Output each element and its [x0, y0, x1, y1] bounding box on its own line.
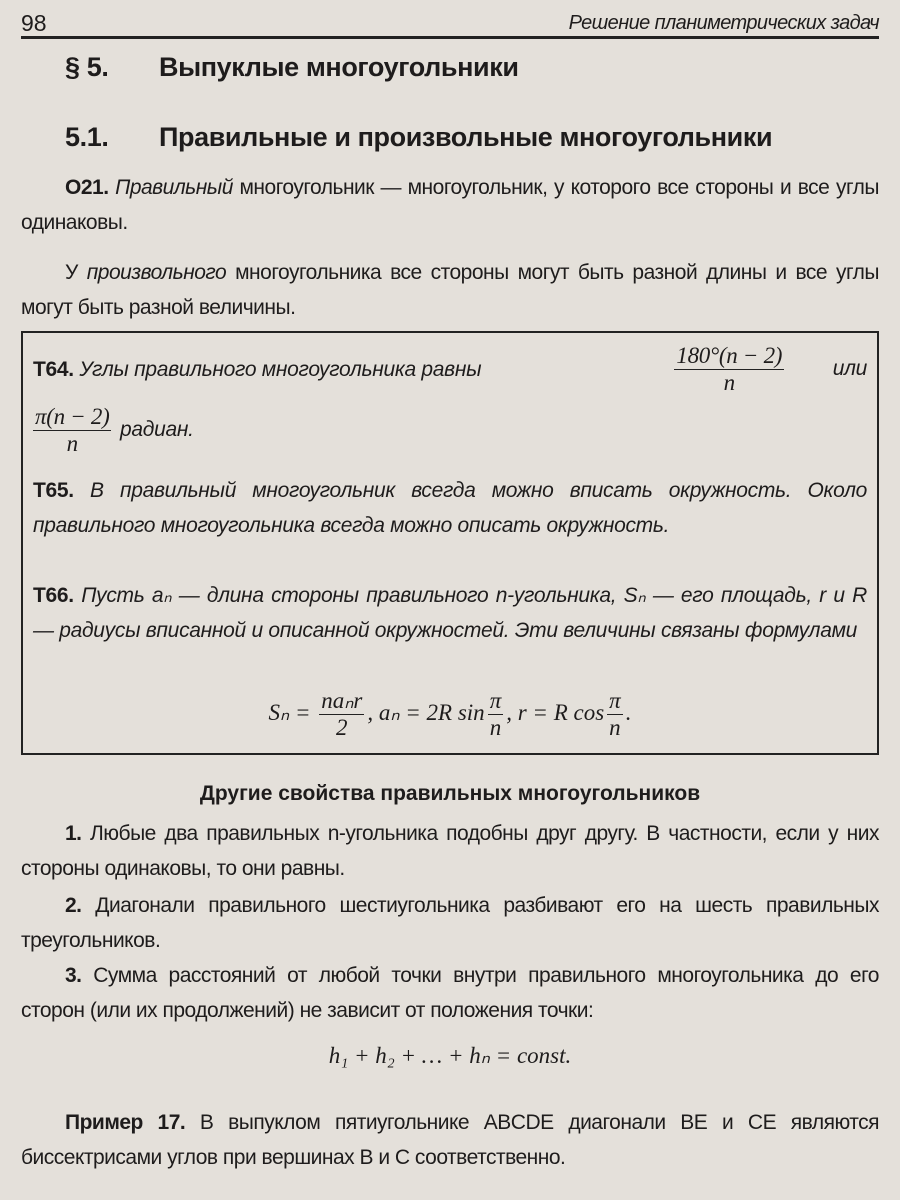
property-item-2: [21, 888, 879, 958]
fraction-radians: [33, 404, 111, 457]
subsection-number: 5.1.: [65, 122, 109, 152]
numerator: 180°(n − 2): [676, 343, 783, 368]
para-text: многоугольника все стороны могут быть разной длины и все углы могут быть разной величины.: [21, 261, 879, 319]
item-label: 3.: [65, 964, 82, 987]
section-title: Выпуклые многоугольники: [159, 52, 519, 82]
fraction: [607, 688, 623, 741]
property-item-1: [21, 816, 879, 886]
fraction: [319, 688, 364, 741]
formula-part: , aₙ = 2R sin: [367, 699, 485, 725]
theorem-t65: [33, 473, 867, 543]
running-title: Решение планиметрических задач: [568, 12, 879, 34]
numerator: naₙr: [321, 688, 363, 713]
item-text: Сумма расстояний от любой точки внутри правильного многоугольника до его сторон (или их продолжений) не зависит от положения точки:: [21, 964, 879, 1022]
item-label: 2.: [65, 894, 82, 917]
arbitrary-polygon-paragraph: [21, 255, 879, 325]
section-number: § 5.: [65, 52, 109, 82]
radians-text: радиан.: [114, 418, 194, 442]
definition-text: многоугольник — многоугольник, у которого все стороны и все углы одинаковы.: [21, 176, 879, 234]
theorem-label: Т65.: [33, 479, 74, 502]
numerator: π: [489, 688, 502, 713]
property-item-3: [21, 958, 879, 1028]
formula-t66: [23, 688, 877, 741]
theorem-label: Т66.: [33, 584, 74, 607]
theorem-label: Т64.: [33, 358, 74, 381]
subsection-heading: [65, 122, 772, 153]
definition-label: О21.: [65, 176, 109, 199]
definition-term: Правильный: [115, 176, 233, 199]
example-text: В выпуклом пятиугольнике ABCDE диагонали BE и CE являются биссектрисами углов при вершинах B и C соответственно.: [21, 1111, 879, 1169]
theorem-t64: [33, 343, 867, 457]
formula-part: .: [625, 699, 632, 725]
theorem-text: Пусть aₙ — длина стороны правильного n-угольника, Sₙ — его площадь, r и R — радиусы вписанной и описанной окружностей. Эти величины связаны формулами: [33, 584, 867, 642]
para-prefix: У: [65, 261, 87, 284]
theorem-t66: [33, 578, 867, 648]
definition-o21: [21, 170, 879, 240]
fraction: [488, 688, 504, 741]
formula-part: , r = R cos: [506, 699, 605, 725]
item-text: Любые два правильных n-угольника подобны друг другу. В частности, если у них стороны одинаковы, то они равны.: [21, 822, 879, 880]
sum-formula: h₁ + h₂ + … + hₙ = const.: [328, 1043, 572, 1068]
para-term: произвольного: [86, 261, 227, 284]
example-17: [21, 1105, 879, 1175]
section-heading: [65, 52, 519, 83]
item-label: 1.: [65, 822, 82, 845]
fraction-degrees: [674, 343, 784, 396]
denominator: n: [66, 431, 78, 456]
page-number: 98: [21, 10, 47, 36]
theorem-text: Углы правильного многоугольника равны: [73, 358, 482, 381]
item-text: Диагонали правильного шестиугольника разбивают его на шесть правильных треугольников.: [21, 894, 879, 952]
numerator: π(n − 2): [35, 404, 110, 429]
theorem-text: В правильный многоугольник всегда можно вписать окружность. Около правильного многоугольника всегда можно описать окружность.: [33, 479, 867, 537]
denominator: n: [489, 715, 502, 740]
formula-part: Sₙ =: [268, 699, 317, 725]
or-text: или: [827, 357, 867, 381]
example-label: Пример 17.: [65, 1111, 186, 1134]
other-properties-heading: Другие свойства правильных многоугольников: [199, 782, 701, 805]
subsection-title: Правильные и произвольные многоугольники: [159, 122, 773, 152]
numerator: π: [609, 688, 621, 713]
theorems-box: [21, 331, 879, 755]
denominator: 2: [336, 715, 348, 740]
page-header: [21, 8, 879, 39]
denominator: n: [609, 715, 621, 740]
denominator: n: [723, 370, 735, 395]
